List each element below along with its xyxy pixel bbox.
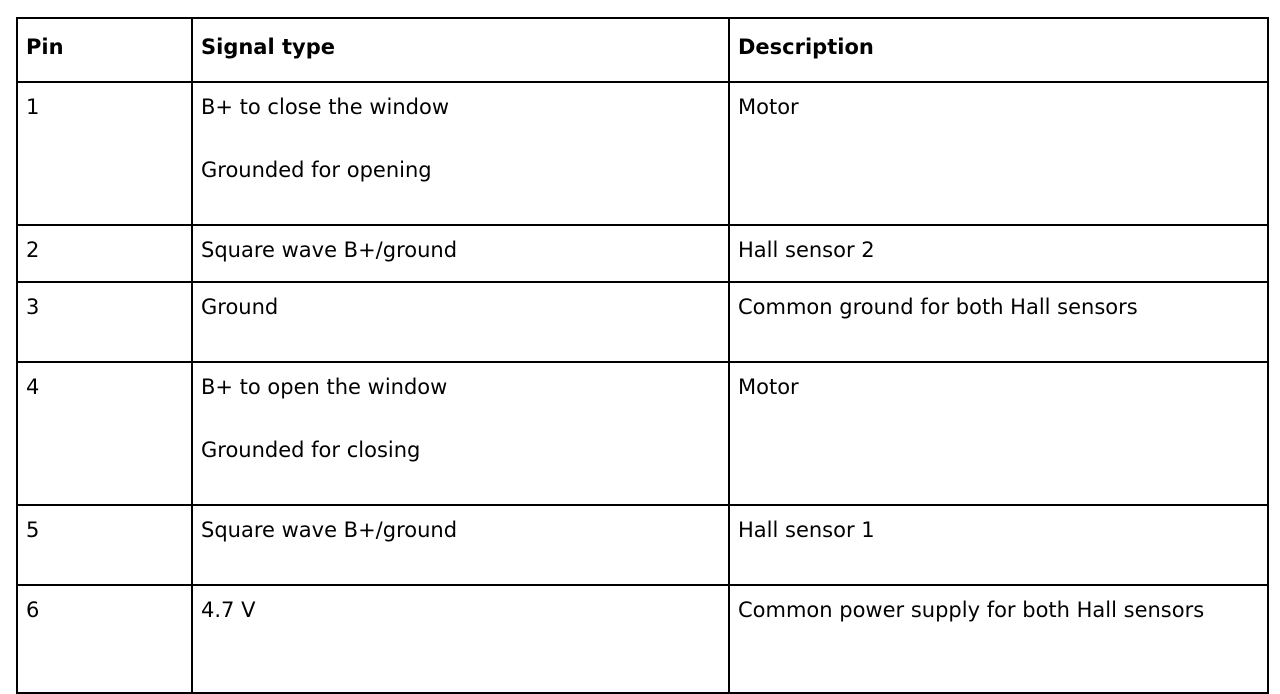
pin-cell: 5 [17,505,192,585]
signal-line: Square wave B+/ground [201,518,458,542]
description-cell: Common ground for both Hall sensors [729,282,1268,362]
table-row [17,282,1268,362]
signal-line: 4.7 V [201,598,256,622]
signal-line: B+ to close the window [201,95,450,119]
signal-cell [192,282,729,362]
header-signal-type: Signal type [192,18,729,82]
pin-cell: 4 [17,362,192,505]
pin-cell: 3 [17,282,192,362]
signal-cell [192,82,729,225]
signal-cell [192,362,729,505]
pin-cell: 6 [17,585,192,693]
description-cell: Hall sensor 2 [729,225,1268,282]
header-description: Description [729,18,1268,82]
signal-cell [192,585,729,693]
signal-line: B+ to open the window [201,375,448,399]
header-pin: Pin [17,18,192,82]
signal-line: Square wave B+/ground [201,238,458,262]
table-row [17,505,1268,585]
description-cell: Hall sensor 1 [729,505,1268,585]
pin-cell: 1 [17,82,192,225]
signal-line: Grounded for closing [201,438,421,462]
pin-assignment-table [16,17,1269,694]
signal-line: Ground [201,295,279,319]
signal-cell [192,505,729,585]
table-row [17,585,1268,693]
table-header-row [17,18,1268,82]
table-row [17,225,1268,282]
pin-cell: 2 [17,225,192,282]
table-row [17,362,1268,505]
table-row [17,82,1268,225]
signal-line: Grounded for opening [201,158,432,182]
description-cell: Motor [729,82,1268,225]
signal-cell [192,225,729,282]
description-cell: Common power supply for both Hall sensors [729,585,1268,693]
description-cell: Motor [729,362,1268,505]
